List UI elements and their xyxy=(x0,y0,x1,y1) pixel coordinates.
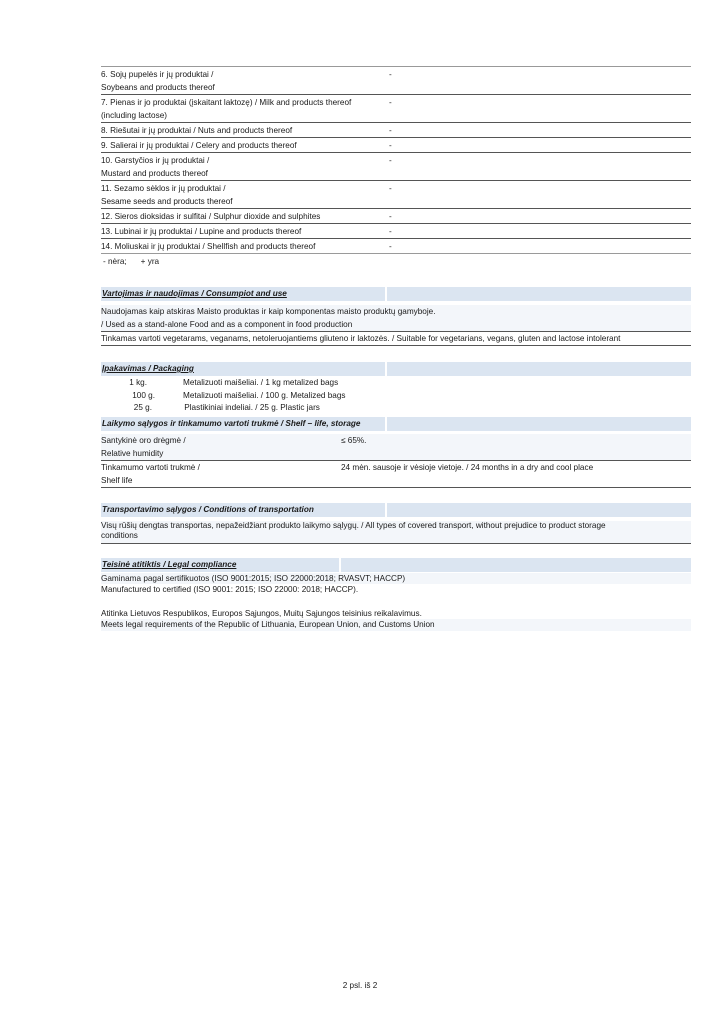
legal-block xyxy=(101,572,691,631)
allergen-name: Sesame seeds and products thereof xyxy=(101,197,233,206)
legal-section-header xyxy=(101,558,691,572)
document-page xyxy=(101,66,691,631)
allergen-value: - xyxy=(389,212,392,221)
legal-line: Gaminama pagal sertifikuotos (ISO 9001:2015; ISO 22000:2018; RVASVT; HACCP) xyxy=(101,573,691,585)
allergen-table xyxy=(101,66,691,269)
shelf-life-value: 24 mėn. sausoje ir vėsioje vietoje. / 24 months in a dry and cool place xyxy=(341,462,594,472)
humidity-value: ≤ 65%. xyxy=(341,435,367,445)
transport-description xyxy=(101,521,691,544)
packaging-qty: 25 g. xyxy=(133,403,152,412)
transport-section-title: Transportavimo sąlygos / Conditions of transportation xyxy=(102,504,314,514)
allergen-value: - xyxy=(389,141,392,150)
allergen-row xyxy=(101,95,691,123)
allergen-value: - xyxy=(389,98,392,107)
transport-section-header xyxy=(101,503,691,517)
use-line: Naudojamas kaip atskiras Maisto produktas ir kaip komponentas maisto produktų gamyboje. xyxy=(101,307,436,316)
allergen-name: 9. Salierai ir jų produktai / Celery and products thereof xyxy=(101,141,297,150)
allergen-name: 13. Lubinai ir jų produktai / Lupine and products thereof xyxy=(101,227,302,236)
transport-line: conditions xyxy=(101,531,138,540)
allergen-row xyxy=(101,224,691,239)
shelf-life-label: Shelf life xyxy=(101,475,133,485)
packaging-item xyxy=(101,377,691,390)
packaging-qty: 1 kg. xyxy=(129,378,147,387)
use-description xyxy=(101,305,691,332)
storage-section-title: Laikymo sąlygos ir tinkamumo vartoti trukmė / Shelf – life, storage xyxy=(102,418,361,428)
use-section-title: Vartojimas ir naudojimas / Consumpiot and use xyxy=(102,289,287,298)
packaging-item xyxy=(101,402,691,415)
allergen-value: - xyxy=(389,156,392,165)
allergen-legend xyxy=(101,254,691,269)
allergen-name: 6. Sojų pupelės ir jų produktai / xyxy=(101,70,214,79)
transport-line: Visų rūšių dengtas transportas, nepažeidžiant produkto laikymo sąlygų. / All types of covered transport, without prejudice to product storage xyxy=(101,520,606,530)
allergen-value: - xyxy=(389,184,392,193)
allergen-row xyxy=(101,123,691,138)
legal-line: Atitinka Lietuvos Respublikos, Europos Sąjungos, Muitų Sąjungos teisinius reikalavimus. xyxy=(101,608,422,618)
packaging-item xyxy=(101,390,691,403)
legal-section-title: Teisinė atitiktis / Legal compliance xyxy=(102,559,237,569)
allergen-value: - xyxy=(389,70,392,79)
humidity-label: Relative humidity xyxy=(101,448,164,458)
allergen-row xyxy=(101,66,691,95)
packaging-desc: Metalizuoti maišeliai. / 100 g. Metalized bags xyxy=(183,390,346,400)
allergen-name: Mustard and products thereof xyxy=(101,169,208,178)
allergen-value: - xyxy=(389,242,392,251)
page-number: 2 psl. iš 2 xyxy=(342,981,378,990)
allergen-name: 12. Sieros dioksidas ir sulfitai / Sulphur dioxide and sulphites xyxy=(101,212,321,221)
legend-none: - nėra; xyxy=(103,257,127,266)
allergen-name: 8. Riešutai ir jų produktai / Nuts and products thereof xyxy=(101,126,293,135)
packaging-section-title: Įpakavimas / Packaging xyxy=(102,364,194,373)
allergen-row xyxy=(101,239,691,254)
shelf-life-row xyxy=(101,461,691,488)
shelf-life-label: Tinkamumo vartoti trukmė / xyxy=(101,462,200,472)
humidity-label: Santykinė oro drėgmė / xyxy=(101,435,186,445)
allergen-row xyxy=(101,138,691,153)
allergen-name: (including lactose) xyxy=(101,111,167,120)
use-suitability: Tinkamas vartoti vegetarams, veganams, netoleruojantiems gliuteno ir laktozės. / Suitable for vegetarians, vegans, gluten and lactose intolerant xyxy=(101,332,691,346)
packaging-desc: Plastikiniai indeliai. / 25 g. Plastic jars xyxy=(182,403,320,412)
allergen-row xyxy=(101,181,691,209)
packaging-desc: Metalizuoti maišeliai. / 1 kg metalized bags xyxy=(183,378,339,387)
legal-line: Meets legal requirements of the Republic of Lithuania, European Union, and Customs Union xyxy=(101,619,691,631)
allergen-name: 7. Pienas ir jo produktai (įskaitant laktozę) / Milk and products thereof xyxy=(101,98,352,107)
packaging-qty: 100 g. xyxy=(132,390,155,400)
packaging-section-header xyxy=(101,362,691,376)
allergen-name: 10. Garstyčios ir jų produktai / xyxy=(101,156,210,165)
allergen-name: 11. Sezamo sėklos ir jų produktai / xyxy=(101,184,226,193)
storage-section-header xyxy=(101,417,691,431)
allergen-name: Soybeans and products thereof xyxy=(101,83,215,92)
humidity-row xyxy=(101,434,691,461)
allergen-row xyxy=(101,153,691,181)
legend-yes: + yra xyxy=(140,257,160,266)
allergen-name: 14. Moliuskai ir jų produktai / Shellfish and products thereof xyxy=(101,242,316,251)
allergen-row xyxy=(101,209,691,224)
allergen-value: - xyxy=(389,126,392,135)
packaging-list xyxy=(101,376,691,415)
use-section-header xyxy=(101,287,691,301)
legal-line: Manufactured to certified (ISO 9001: 2015; ISO 22000: 2018; HACCP). xyxy=(101,585,359,594)
allergen-value: - xyxy=(389,227,392,236)
use-line: / Used as a stand-alone Food and as a component in food production xyxy=(101,320,353,329)
